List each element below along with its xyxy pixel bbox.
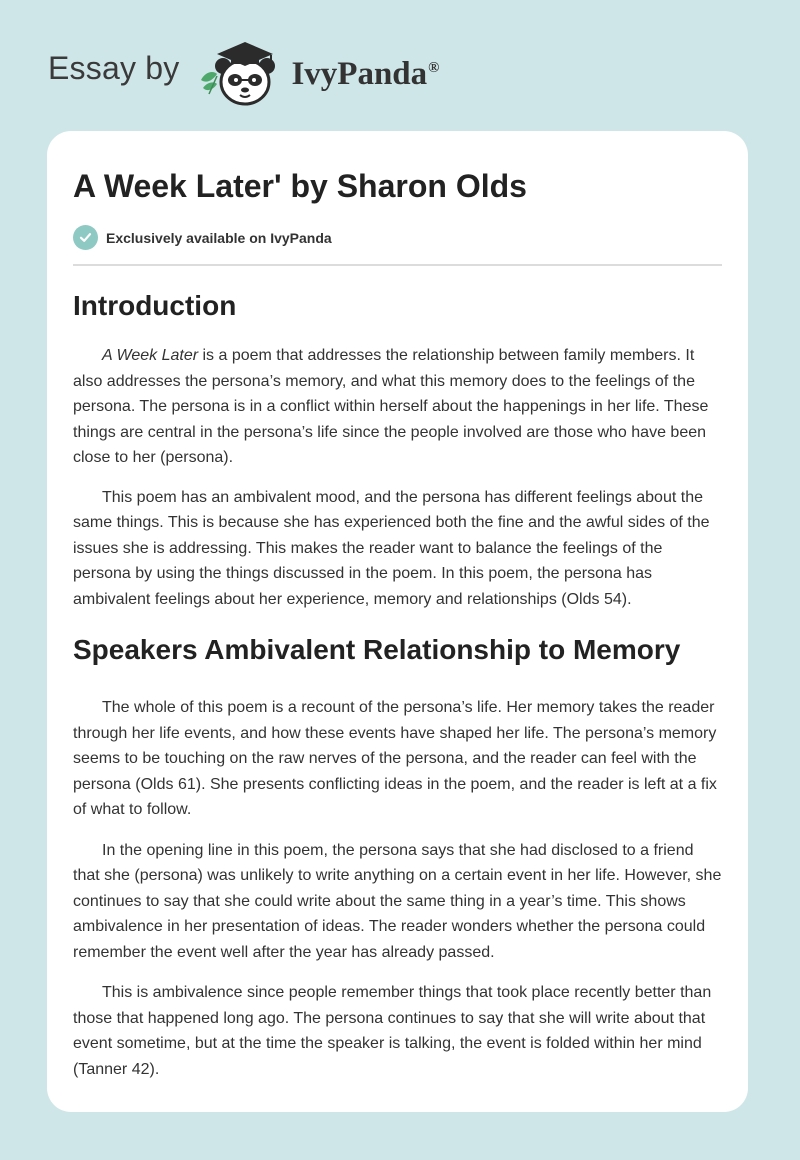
section-heading-memory: Speakers Ambivalent Relationship to Memory xyxy=(73,634,681,666)
section-heading-introduction: Introduction xyxy=(73,290,237,322)
essay-by-label: Essay by xyxy=(48,49,180,86)
site-header xyxy=(48,36,439,108)
paragraph: In the opening line in this poem, the persona says that she had disclosed to a friend that she (persona) was unlikely to write anything on a certain event in her life. However, she continues to say that she could write about the same thing in a year’s time. This shows ambivalence in her presentation of ideas. The reader wonders whether the persona could remember the event well after the year has already passed. xyxy=(73,841,722,961)
paragraph: This poem has an ambivalent mood, and the persona has different feelings about the same things. This is because she has experienced both the fine and the awful sides of the issues she is addressing. This makes the reader want to balance the feelings of the persona by using the things discussed in the poem. In this poem, the persona has ambivalent feelings about her experience, memory and relationships (Olds 54). xyxy=(73,488,710,608)
paragraph: This is ambivalence since people remember things that took place recently better than those that happened long ago. The persona continues to say that she will write about that event sometime, but at the time the speaker is talking, the event is folded within her mind (Tanner 42). xyxy=(73,984,712,1078)
title-divider xyxy=(73,264,722,266)
badge-text: Exclusively available on IvyPanda xyxy=(106,229,332,246)
paragraph: The whole of this poem is a recount of the persona’s life. Her memory takes the reader through her life events, and how these events have shaped her life. The persona’s memory seems to be touching on the raw nerves of the persona, and the reader can feel with the persona (Olds 61). She presents conflicting ideas in the poem, and the reader is left at a fix of what to follow. xyxy=(73,699,717,819)
exclusive-badge xyxy=(73,225,722,250)
panda-graduate-icon xyxy=(195,36,285,108)
checkmark-icon xyxy=(73,225,98,250)
paragraph: A Week Later is a poem that addresses the relationship between family members. It also addresses the persona’s memory, and what this memory does to the feelings of the persona. The persona is in a conflict within herself about the happenings in her life. These things are central in the persona’s life since the people involved are those who have been close to her (persona). xyxy=(73,347,709,467)
registered-mark: ® xyxy=(428,59,440,76)
essay-title: A Week Later' by Sharon Olds xyxy=(73,168,527,204)
essay-card xyxy=(47,131,748,1112)
brand-name[interactable]: IvyPanda® xyxy=(291,55,440,92)
poem-title-italic: A Week Later xyxy=(102,347,199,365)
